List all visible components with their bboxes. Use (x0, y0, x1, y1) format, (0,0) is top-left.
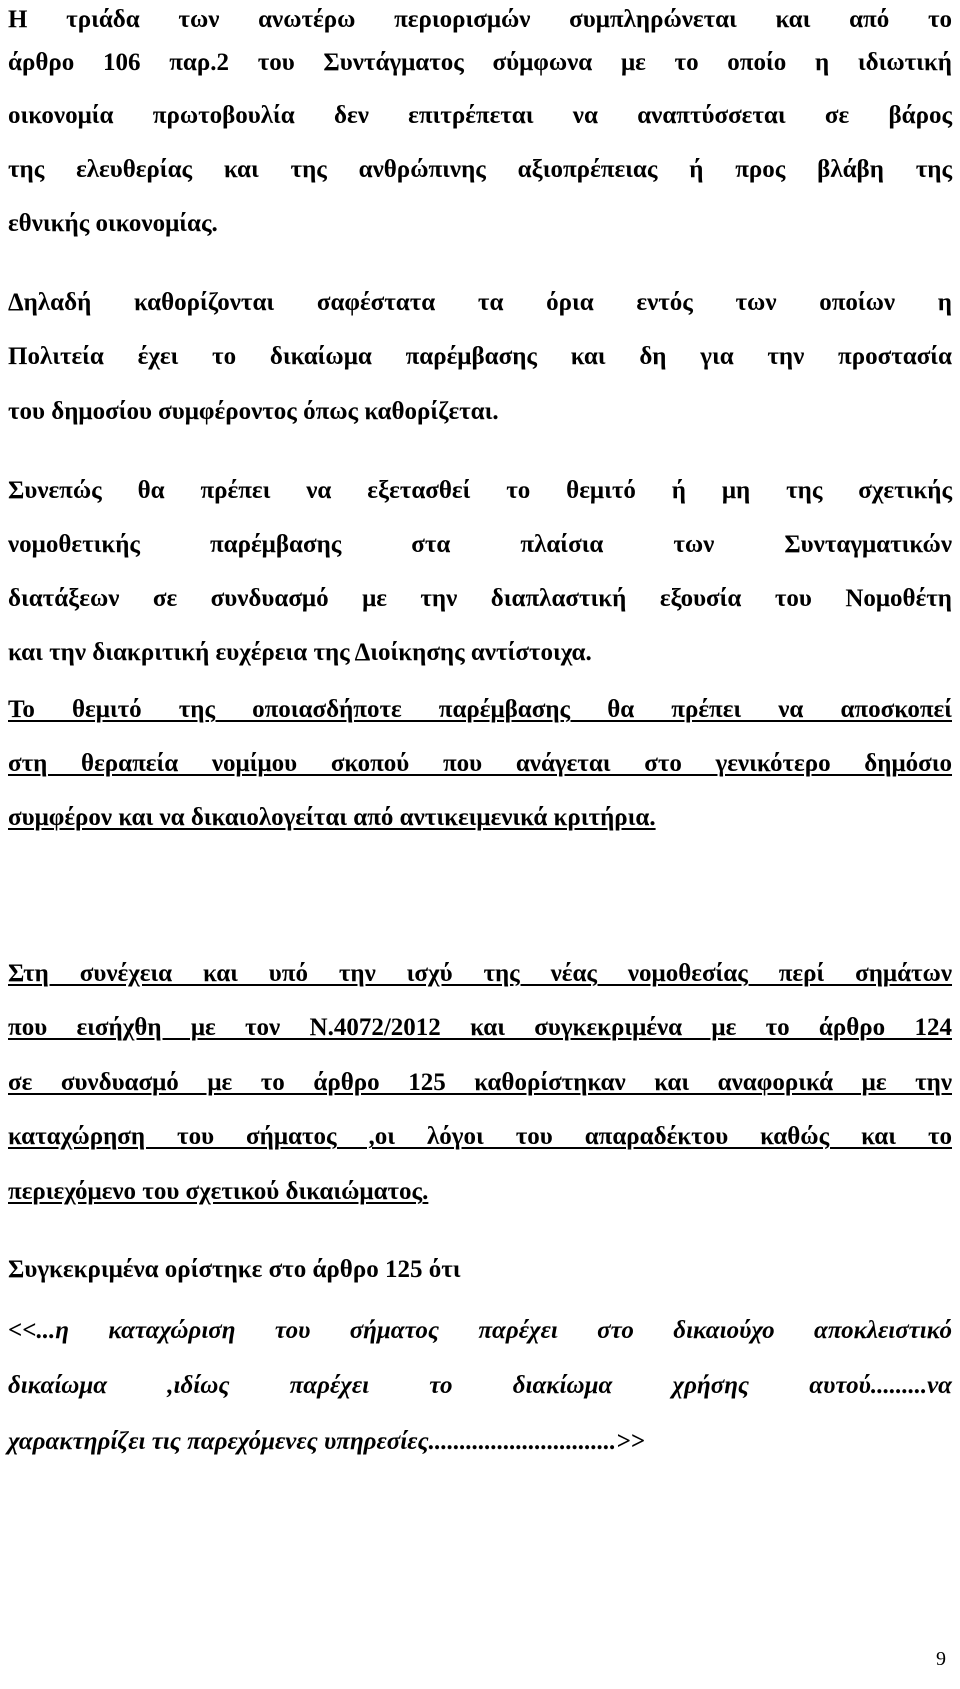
p7-line-1: <<...η καταχώριση του σήματος παρέχει στο δικαιούχο αποκλειστικό (8, 1317, 952, 1344)
p4-line-3-text: συμφέρον και να δικαιολογείται από αντικειμενικά κριτήρια. (8, 804, 656, 831)
p4-line-1-text: Το θεμιτό της οποιασδήποτε παρέμβασης θα πρέπει να αποσκοπεί (8, 696, 952, 723)
p7-line-3: χαρακτηρίζει τις παρεχόμενες υπηρεσίες..............................>> (8, 1428, 645, 1455)
p5-line-1-text: Στη συνέχεια και υπό την ισχύ της νέας νομοθεσίας περί σημάτων (8, 960, 952, 987)
p3-line-2: νομοθετικής παρέμβασης στα πλαίσια των Συνταγματικών (8, 531, 952, 558)
p5-line-5-text: περιεχόμενο του σχετικού δικαιώματος. (8, 1178, 429, 1205)
page-number: 9 (936, 1648, 946, 1670)
p5-line-4 (8, 1117, 952, 1157)
p3-line-1: Συνεπώς θα πρέπει να εξετασθεί το θεμιτό ή μη της σχετικής (8, 477, 952, 504)
p4-line-1 (8, 690, 952, 730)
p1-line-2: άρθρο 106 παρ.2 του Συντάγματος σύμφωνα με το οποίο η ιδιωτική (8, 49, 952, 76)
p1-line-5: εθνικής οικονομίας. (8, 210, 218, 237)
p3-line-4: και την διακριτική ευχέρεια της Διοίκησης αντίστοιχα. (8, 639, 592, 666)
p3-line-3: διατάξεων σε συνδυασμό με την διαπλαστική εξουσία του Νομοθέτη (8, 585, 952, 612)
p5-line-4-text: καταχώρηση του σήματος ,οι λόγοι του απαραδέκτου καθώς και το (8, 1123, 952, 1150)
p1-line-4: της ελευθερίας και της ανθρώπινης αξιοπρέπειας ή προς βλάβη της (8, 156, 952, 183)
p6-line-1: Συγκεκριμένα ορίστηκε στο άρθρο 125 ότι (8, 1256, 461, 1283)
p1-line-1: Η τριάδα των ανωτέρω περιορισμών συμπληρώνεται και από το (8, 6, 952, 33)
p5-line-5 (8, 1172, 952, 1212)
p5-line-3 (8, 1063, 952, 1103)
p2-line-1: Δηλαδή καθορίζονται σαφέστατα τα όρια εντός των οποίων η (8, 289, 952, 316)
p7-line-2: δικαίωμα ,ιδίως παρέχει το διακίωμα χρήσης αυτού.........να (8, 1372, 952, 1399)
p5-line-1 (8, 954, 952, 994)
p1-line-3: οικονομία πρωτοβουλία δεν επιτρέπεται να αναπτύσσεται σε βάρος (8, 102, 952, 129)
p2-line-2: Πολιτεία έχει το δικαίωμα παρέμβασης και δη για την προστασία (8, 343, 952, 370)
p5-line-2-text: που εισήχθη με τον Ν.4072/2012 και συγκεκριμένα με το άρθρο 124 (8, 1014, 952, 1041)
p4-line-2 (8, 744, 952, 784)
p5-line-2 (8, 1008, 952, 1048)
p4-line-3 (8, 798, 952, 838)
p5-line-3-text: σε συνδυασμό με το άρθρο 125 καθορίστηκαν και αναφορικά με την (8, 1069, 952, 1096)
p4-line-2-text: στη θεραπεία νομίμου σκοπού που ανάγεται στο γενικότερο δημόσιο (8, 750, 952, 777)
p2-line-3: του δημοσίου συμφέροντος όπως καθορίζεται. (8, 398, 499, 425)
